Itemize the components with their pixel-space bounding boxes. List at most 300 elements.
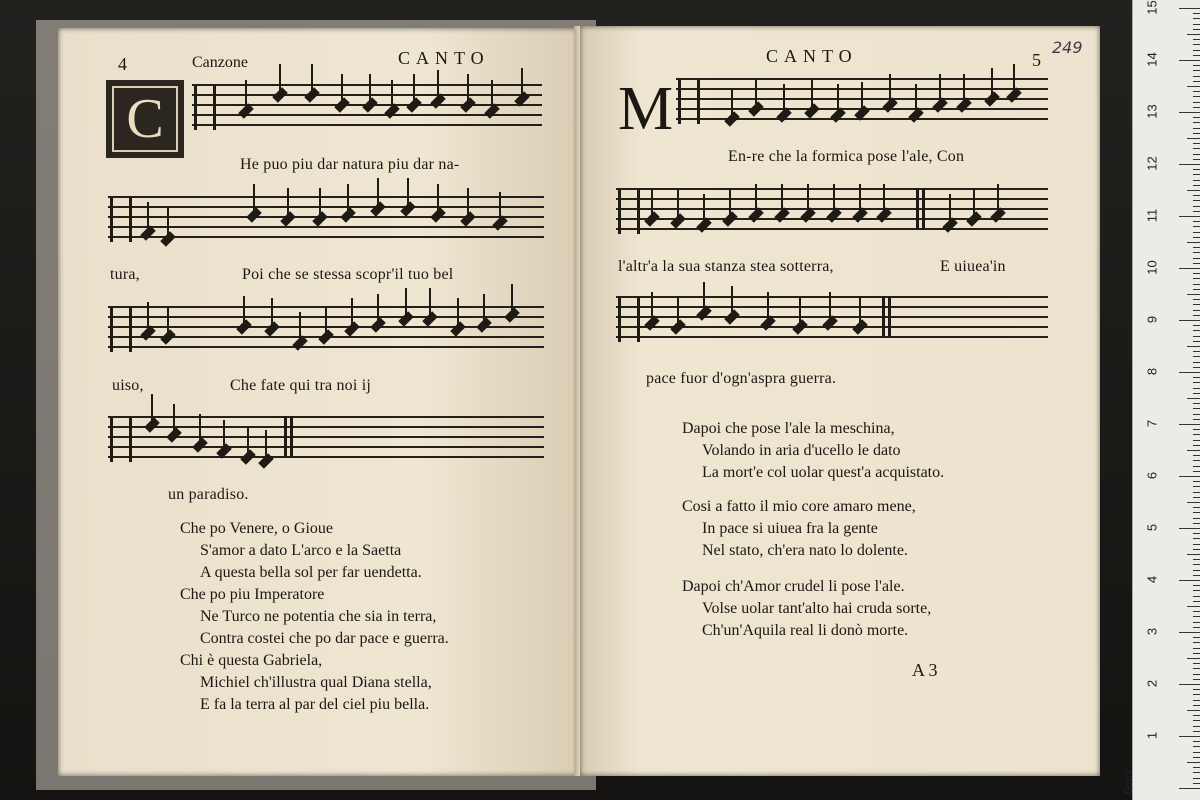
ruler-tick (1187, 762, 1200, 763)
ruler-tick (1193, 315, 1200, 316)
ruler-tick (1193, 200, 1200, 201)
note-stem (767, 292, 769, 322)
note-stem (811, 80, 813, 110)
note-stem (755, 184, 757, 214)
note-stem (783, 84, 785, 114)
ruler-number: 1 (1144, 731, 1160, 740)
ruler-tick (1193, 414, 1200, 415)
ruler-tick (1193, 455, 1200, 456)
ruler-tick (1193, 507, 1200, 508)
ruler-number: 11 (1144, 208, 1160, 223)
bar-line (284, 416, 287, 458)
note-stem (407, 178, 409, 208)
ruler-tick (1179, 164, 1200, 165)
left-staff-4 (108, 416, 544, 460)
left-verse-5: Ne Turco ne potentia che sia in terra, (200, 608, 437, 625)
ruler-tick (1193, 180, 1200, 181)
ruler-tick (1187, 450, 1200, 451)
ruler-tick (1193, 471, 1200, 472)
ruler-tick (1193, 440, 1200, 441)
ruler-tick (1193, 720, 1200, 721)
ruler-unit-label: 0cm (1121, 771, 1135, 794)
note-stem (243, 296, 245, 326)
ruler-tick (1193, 206, 1200, 207)
left-verse-1: Che po Venere, o Gioue (180, 520, 333, 537)
ruler-tick (1193, 39, 1200, 40)
ruler-tick (1193, 278, 1200, 279)
section-label: Canzone (192, 54, 248, 71)
ruler-tick (1193, 247, 1200, 248)
ruler-tick (1187, 502, 1200, 503)
ruler-tick (1193, 403, 1200, 404)
ruler-tick (1187, 658, 1200, 659)
note-stem (199, 414, 201, 444)
note-stem (271, 298, 273, 328)
ruler-tick (1193, 299, 1200, 300)
staff-line (192, 124, 542, 126)
left-underlay-5: Che fate qui tra noi ij (230, 377, 372, 394)
ruler-tick (1193, 663, 1200, 664)
right-verse-1: Dapoi che pose l'ale la meschina, (682, 420, 895, 437)
note-stem (265, 430, 267, 460)
ruler-tick (1193, 128, 1200, 129)
ruler-tick (1193, 252, 1200, 253)
note-stem (405, 288, 407, 318)
note-stem (703, 194, 705, 224)
ruler-tick (1179, 424, 1200, 425)
ruler-tick (1193, 258, 1200, 259)
ruler-tick (1193, 289, 1200, 290)
ruler-tick (1179, 684, 1200, 685)
ruler-tick (1193, 481, 1200, 482)
right-underlay-2: l'altr'a la sua stanza stea sotterra, (618, 258, 834, 275)
ruler-tick (1179, 632, 1200, 633)
staff-line (616, 336, 1048, 338)
ruler-tick (1193, 154, 1200, 155)
ruler-tick (1193, 388, 1200, 389)
ruler-tick (1193, 284, 1200, 285)
note-stem (173, 404, 175, 434)
clef-symbol (110, 198, 132, 242)
ruler-number: 7 (1144, 419, 1160, 428)
ruler-tick (1193, 304, 1200, 305)
ruler-tick (1179, 476, 1200, 477)
right-underlay-1: En-re che la formica pose l'ale, Con (728, 148, 965, 165)
ruler-tick (1193, 143, 1200, 144)
note-stem (437, 184, 439, 214)
note-stem (991, 68, 993, 98)
ruler-tick (1193, 169, 1200, 170)
ruler-tick (1193, 18, 1200, 19)
note-stem (651, 188, 653, 218)
ruler-number: 13 (1144, 104, 1160, 119)
right-staff-2 (616, 188, 1048, 232)
ruler-number: 8 (1144, 367, 1160, 376)
ruler-number: 10 (1144, 260, 1160, 275)
note-stem (861, 82, 863, 112)
note-stem (949, 194, 951, 224)
ruler-tick (1193, 393, 1200, 394)
ruler-tick (1193, 585, 1200, 586)
ruler-tick (1187, 86, 1200, 87)
ruler-tick (1193, 694, 1200, 695)
ruler-tick (1193, 356, 1200, 357)
note-stem (147, 202, 149, 232)
ruler-tick (1187, 34, 1200, 35)
ruler-tick (1193, 117, 1200, 118)
staff-line (108, 226, 544, 228)
ruler-tick (1193, 211, 1200, 212)
ruler-tick (1193, 559, 1200, 560)
ruler-tick (1193, 367, 1200, 368)
note-stem (151, 394, 153, 424)
bar-line (882, 296, 885, 338)
right-verse-5: In pace si uiuea fra la gente (702, 520, 878, 537)
right-underlay-4: pace fuor d'ogn'aspra guerra. (646, 370, 837, 387)
note-stem (429, 288, 431, 318)
ruler-tick (1193, 705, 1200, 706)
note-stem (483, 294, 485, 324)
staff-line (616, 188, 1048, 190)
note-stem (731, 88, 733, 118)
ruler-tick (1193, 460, 1200, 461)
ruler-tick (1193, 642, 1200, 643)
ruler-tick (1193, 637, 1200, 638)
note-stem (325, 306, 327, 336)
note-stem (511, 284, 513, 314)
ruler-tick (1193, 668, 1200, 669)
ruler-tick (1187, 346, 1200, 347)
ruler-tick (1193, 237, 1200, 238)
ruler-tick (1193, 107, 1200, 108)
note-stem (457, 298, 459, 328)
ruler-tick (1187, 554, 1200, 555)
measuring-ruler (1121, 0, 1200, 800)
ruler-tick (1193, 377, 1200, 378)
ruler-tick (1193, 549, 1200, 550)
clef-symbol (678, 80, 700, 124)
ruler-tick (1193, 518, 1200, 519)
left-verse-4: Che po piu Imperatore (180, 586, 325, 603)
ruler-tick (1193, 174, 1200, 175)
ruler-tick (1193, 726, 1200, 727)
ruler-tick (1193, 50, 1200, 51)
ruler-tick (1193, 273, 1200, 274)
ruler-tick (1193, 767, 1200, 768)
ruler-tick (1193, 24, 1200, 25)
ruler-tick (1193, 752, 1200, 753)
right-verse-9: Ch'un'Aquila real li donò morte. (702, 622, 909, 639)
ruler-tick (1193, 29, 1200, 30)
signature-mark: A 3 (912, 660, 938, 680)
ruler-tick (1193, 783, 1200, 784)
ruler-tick (1193, 55, 1200, 56)
bar-line (888, 296, 891, 338)
ruler-tick (1193, 195, 1200, 196)
right-underlay-3: E uiuea'in (940, 258, 1006, 275)
right-verse-8: Volse uolar tant'alto hai cruda sorte, (702, 600, 932, 617)
ruler-tick (1193, 429, 1200, 430)
note-stem (1013, 64, 1015, 94)
ruler-number: 2 (1144, 679, 1160, 688)
ruler-tick (1193, 81, 1200, 82)
clef-symbol (618, 298, 640, 342)
left-underlay-3: Poi che se stessa scopr'il tuo bel (242, 266, 454, 283)
note-stem (781, 184, 783, 214)
right-verse-4: Cosi a fatto il mio core amaro mene, (682, 498, 916, 515)
note-stem (167, 208, 169, 238)
ruler-tick (1193, 221, 1200, 222)
right-page-header: CANTO (766, 46, 858, 66)
note-stem (755, 78, 757, 108)
ruler-tick (1193, 648, 1200, 649)
initial-letter: C (112, 86, 178, 152)
ruler-tick (1193, 434, 1200, 435)
ruler-tick (1193, 419, 1200, 420)
note-stem (499, 192, 501, 222)
left-underlay-6: un paradiso. (168, 486, 249, 503)
note-stem (341, 74, 343, 104)
ruler-tick (1179, 112, 1200, 113)
right-verse-2: Volando in aria d'ucello le dato (702, 442, 901, 459)
ruler-tick (1193, 575, 1200, 576)
note-stem (279, 64, 281, 94)
note-stem (223, 420, 225, 450)
ruler-tick (1193, 13, 1200, 14)
bar-line (922, 188, 925, 230)
clef-symbol (194, 86, 216, 130)
note-stem (833, 184, 835, 214)
staff-line (108, 196, 544, 198)
ruler-number: 15 (1144, 0, 1160, 15)
staff-line (616, 296, 1048, 298)
bar-line (290, 416, 293, 458)
ruler-tick (1179, 320, 1200, 321)
note-stem (963, 74, 965, 104)
ruler-tick (1193, 148, 1200, 149)
ruler-tick (1193, 492, 1200, 493)
clef-symbol (110, 418, 132, 462)
ruler-tick (1193, 616, 1200, 617)
ruler-tick (1179, 736, 1200, 737)
note-stem (651, 292, 653, 322)
staff-line (108, 456, 544, 458)
right-verse-6: Nel stato, ch'era nato lo dolente. (702, 542, 908, 559)
left-verse-9: E fa la terra al par del ciel piu bella. (200, 696, 430, 713)
note-stem (829, 292, 831, 322)
ruler-tick (1193, 382, 1200, 383)
ruler-tick (1193, 679, 1200, 680)
ruler-tick (1193, 715, 1200, 716)
note-stem (997, 184, 999, 214)
handwritten-folio-number: 249 (1052, 38, 1083, 57)
ruler-tick (1193, 325, 1200, 326)
ruler-tick (1179, 60, 1200, 61)
ruler-tick (1193, 544, 1200, 545)
ruler-tick (1193, 91, 1200, 92)
ruler-tick (1193, 96, 1200, 97)
right-staff-3 (616, 296, 1048, 340)
ruler-number: 3 (1144, 627, 1160, 636)
left-underlay-1: He puo piu dar natura piu dar na- (240, 156, 460, 173)
ruler-tick (1187, 138, 1200, 139)
left-underlay-4: uiso, (112, 377, 144, 394)
initial-letter-m: M (618, 75, 674, 143)
ruler-tick (1193, 486, 1200, 487)
note-stem (889, 74, 891, 104)
note-stem (939, 74, 941, 104)
left-staff-3 (108, 306, 544, 350)
ruler-number: 14 (1144, 52, 1160, 67)
note-stem (377, 294, 379, 324)
note-stem (299, 312, 301, 342)
ruler-tick (1193, 408, 1200, 409)
note-stem (147, 302, 149, 332)
note-stem (973, 188, 975, 218)
note-stem (859, 184, 861, 214)
note-stem (391, 80, 393, 110)
clef-symbol (618, 190, 640, 234)
clef-symbol (110, 308, 132, 352)
note-stem (883, 184, 885, 214)
ruler-tick (1193, 627, 1200, 628)
ruler-tick (1179, 788, 1200, 789)
ruler-tick (1193, 590, 1200, 591)
ruler-tick (1193, 226, 1200, 227)
ruler-tick (1193, 596, 1200, 597)
note-stem (351, 298, 353, 328)
ruler-tick (1193, 133, 1200, 134)
ruler-tick (1193, 497, 1200, 498)
note-stem (245, 80, 247, 110)
ruler-tick (1187, 294, 1200, 295)
ruler-tick (1179, 8, 1200, 9)
ruler-tick (1193, 102, 1200, 103)
note-stem (799, 296, 801, 326)
note-stem (253, 184, 255, 214)
ruler-tick (1193, 263, 1200, 264)
staff-line (616, 198, 1048, 200)
ruler-tick (1187, 606, 1200, 607)
left-verse-8: Michiel ch'illustra qual Diana stella, (200, 674, 432, 691)
ruler-tick (1193, 601, 1200, 602)
ruler-tick (1193, 65, 1200, 66)
ruler-tick (1193, 70, 1200, 71)
note-stem (729, 188, 731, 218)
ruler-tick (1193, 778, 1200, 779)
staff-line (616, 306, 1048, 308)
left-page-number: 4 (118, 54, 127, 74)
ruler-tick (1193, 689, 1200, 690)
note-stem (247, 426, 249, 456)
left-verse-3: A questa bella sol per far uendetta. (200, 564, 422, 581)
bar-line (916, 188, 919, 230)
left-staff-1 (192, 84, 542, 128)
decorated-initial-c (106, 80, 184, 158)
note-stem (319, 188, 321, 218)
ruler-tick (1193, 512, 1200, 513)
ruler-tick (1193, 746, 1200, 747)
ruler-tick (1193, 772, 1200, 773)
ruler-tick (1187, 398, 1200, 399)
ruler-tick (1193, 44, 1200, 45)
right-staff-1 (676, 78, 1048, 122)
ruler-tick (1193, 341, 1200, 342)
note-stem (413, 74, 415, 104)
note-stem (731, 286, 733, 316)
ruler-tick (1179, 372, 1200, 373)
right-verse-3: La mort'e col uolar quest'a acquistato. (702, 464, 945, 481)
ruler-tick (1193, 731, 1200, 732)
note-stem (287, 188, 289, 218)
staff-line (108, 206, 544, 208)
ruler-tick (1187, 242, 1200, 243)
ruler-tick (1187, 190, 1200, 191)
left-verse-7: Chi è questa Gabriela, (180, 652, 323, 669)
left-page-header: CANTO (398, 48, 490, 68)
ruler-tick (1193, 122, 1200, 123)
ruler-number: 4 (1144, 575, 1160, 584)
note-stem (167, 306, 169, 336)
ruler-tick (1193, 336, 1200, 337)
ruler-tick (1193, 76, 1200, 77)
ruler-tick (1193, 310, 1200, 311)
note-stem (311, 64, 313, 94)
note-stem (837, 84, 839, 114)
ruler-tick (1193, 330, 1200, 331)
ruler-number: 5 (1144, 523, 1160, 532)
right-page-number: 5 (1032, 50, 1041, 70)
ruler-tick (1187, 710, 1200, 711)
staff-line (108, 446, 544, 448)
ruler-tick (1193, 570, 1200, 571)
ruler-tick (1193, 159, 1200, 160)
ruler-tick (1193, 757, 1200, 758)
ruler-tick (1193, 611, 1200, 612)
ruler-tick (1193, 445, 1200, 446)
note-stem (677, 296, 679, 326)
note-stem (377, 178, 379, 208)
note-stem (437, 70, 439, 100)
left-staff-2 (108, 196, 544, 240)
left-verse-2: S'amor a dato L'arco e la Saetta (200, 542, 402, 559)
note-stem (807, 184, 809, 214)
ruler-tick (1193, 533, 1200, 534)
note-stem (521, 68, 523, 98)
ruler-number: 12 (1144, 156, 1160, 171)
right-verse-7: Dapoi ch'Amor crudel li pose l'ale. (682, 578, 905, 595)
ruler-tick (1193, 564, 1200, 565)
ruler-number: 6 (1144, 471, 1160, 480)
note-stem (467, 188, 469, 218)
note-stem (703, 282, 705, 312)
staff-line (616, 228, 1048, 230)
ruler-tick (1193, 351, 1200, 352)
note-stem (915, 84, 917, 114)
ruler-number: 9 (1144, 315, 1160, 324)
note-stem (369, 74, 371, 104)
note-stem (491, 80, 493, 110)
left-verse-6: Contra costei che po dar pace e guerra. (200, 630, 449, 647)
ruler-tick (1193, 741, 1200, 742)
ruler-tick (1193, 700, 1200, 701)
ruler-tick (1193, 185, 1200, 186)
note-stem (467, 74, 469, 104)
ruler-tick (1193, 622, 1200, 623)
ruler-tick (1179, 216, 1200, 217)
ruler-tick (1193, 538, 1200, 539)
ruler-tick (1193, 362, 1200, 363)
